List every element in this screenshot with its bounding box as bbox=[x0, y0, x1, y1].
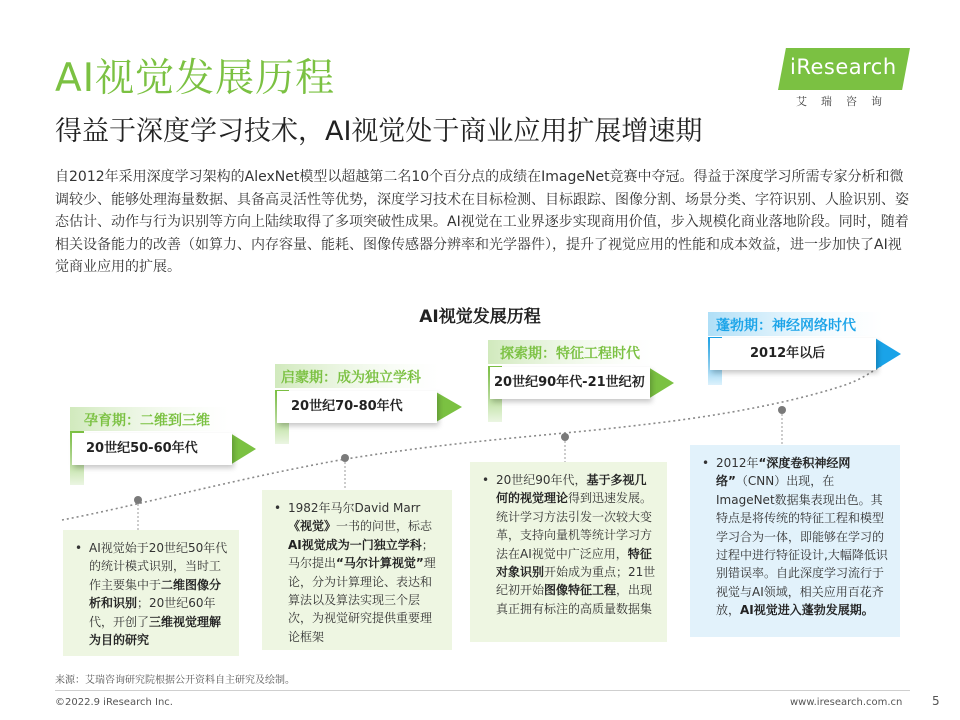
description-text: 1982年马尔David Marr bbox=[288, 501, 421, 515]
description-text: ，出现真正拥有标注的高质量数据集 bbox=[496, 583, 653, 616]
phase-1-description bbox=[89, 539, 229, 649]
phase-1-label: 孕育期：二维到三维 bbox=[84, 413, 210, 429]
highlight-text: AI视觉成为一门独立学科 bbox=[288, 537, 422, 552]
phase-2-card bbox=[262, 490, 452, 650]
description-text: 20世纪90年代， bbox=[496, 473, 587, 487]
highlight-text: 图像特征工程 bbox=[544, 583, 617, 598]
intro-paragraph: 自2012年采用深度学习架构的AlexNet模型以超越第二名10个百分点的成绩在ImageNet竞赛中夺冠。得益于深度学习所需专家分析和微调较少、能够处理海量数据、具备高灵活性等优势，深度学习技术在目标检测、目标跟踪、图像分割、场景分类、字符识别、人脸识别、姿态估计、动作与行为识别等方向上陆续取得了多项突破性成果。AI视觉在工业界逐步实现商用价值，步入规模化商业落地阶段。同时，随着相关设备能力的改善（如算力、内存容量、能耗、图像传感器分辨率和光学器件），提升了视觉应用的性能和成本效益，进一步加快了AI视觉商业应用的扩展。 bbox=[55, 169, 909, 276]
logo-sub: 艾瑞咨询 bbox=[796, 95, 896, 108]
timeline-node-1 bbox=[134, 496, 142, 504]
bullet-icon: • bbox=[702, 456, 710, 470]
phase-3-period: 20世纪90年代-21世纪初 bbox=[490, 367, 650, 399]
description-text: 一书的问世，标志 bbox=[336, 519, 433, 534]
phase-4-description bbox=[716, 454, 890, 620]
page-subtitle: 得益于深度学习技术，AI视觉处于商业应用扩展增速期 bbox=[55, 116, 703, 147]
highlight-text: “深度卷积神经网络” bbox=[716, 456, 851, 489]
chart-title: AI视觉发展历程 bbox=[419, 307, 541, 327]
bullet-icon: • bbox=[482, 473, 490, 487]
highlight-text: AI视觉进入蓬勃发展期。 bbox=[740, 603, 874, 618]
bullet-icon: • bbox=[75, 541, 83, 555]
highlight-text: 特征对象识别 bbox=[496, 546, 652, 580]
copyright: ©2022.9 iResearch Inc. bbox=[55, 697, 173, 708]
phase-4-label: 蓬勃期：神经网络时代 bbox=[716, 318, 856, 334]
highlight-text: 《视觉》 bbox=[288, 519, 337, 534]
website-link[interactable]: www.iresearch.com.cn bbox=[790, 697, 903, 708]
phase-3-card bbox=[470, 462, 667, 642]
description-text: ；马尔提出 bbox=[288, 537, 434, 571]
description-text: 2012年 bbox=[716, 456, 759, 470]
description-text: （CNN）出现，在ImageNet数据集表现出色。其特点是将传统的特征工程和模型学习合为一体，即能够在学习的过程中进行特征设计,大幅降低识别错误率。自此深度学习流行于视觉与AI领域，相关应用百花齐放， bbox=[716, 474, 888, 618]
footer-divider bbox=[55, 690, 910, 691]
page-title: AI视觉发展历程 bbox=[55, 56, 336, 101]
description-text: 得到迅速发展。统计学习方法引发一次较大变革，支持向量机等统计学习方法在AI视觉中广泛应用， bbox=[496, 491, 653, 561]
phase-1-card bbox=[63, 530, 239, 656]
description-text: AI视觉始于20世纪50年代的统计模式识别，当时工作主要集中于 bbox=[89, 541, 228, 592]
phase-2-label: 启蒙期：成为独立学科 bbox=[281, 370, 421, 386]
phase-3-label: 探索期：特征工程时代 bbox=[500, 346, 640, 362]
timeline-node-4 bbox=[778, 406, 786, 414]
phase-2-period: 20世纪70-80年代 bbox=[277, 391, 437, 423]
phase-3-description bbox=[496, 471, 657, 618]
highlight-text: 三维视觉理解为目的研究 bbox=[89, 614, 222, 648]
description-text: 开始成为重点；21世纪初开始 bbox=[496, 565, 656, 598]
description-text: ；20世纪60年代，开创了 bbox=[89, 596, 216, 629]
page-number: 5 bbox=[932, 694, 940, 708]
highlight-text: “马尔计算视觉” bbox=[336, 556, 424, 571]
timeline-node-2 bbox=[341, 454, 349, 462]
description-text: 理论，分为计算理论、表达和算法以及算法实现三个层次，为视觉研究提供重要理论框架 bbox=[288, 556, 436, 644]
bullet-icon: • bbox=[274, 501, 282, 515]
phase-1-period: 20世纪50-60年代 bbox=[72, 433, 232, 465]
highlight-text: 基于多视几何的视觉理论 bbox=[496, 473, 647, 506]
phase-4-period: 2012年以后 bbox=[710, 338, 876, 370]
highlight-text: 二维图像分析和识别 bbox=[89, 577, 222, 611]
phase-2-description bbox=[288, 499, 442, 646]
logo-brand: iResearch bbox=[790, 55, 897, 79]
phase-4-card bbox=[690, 445, 900, 637]
timeline-node-3 bbox=[561, 433, 569, 441]
source-note: 来源：艾瑞咨询研究院根据公开资料自主研究及绘制。 bbox=[55, 675, 295, 686]
